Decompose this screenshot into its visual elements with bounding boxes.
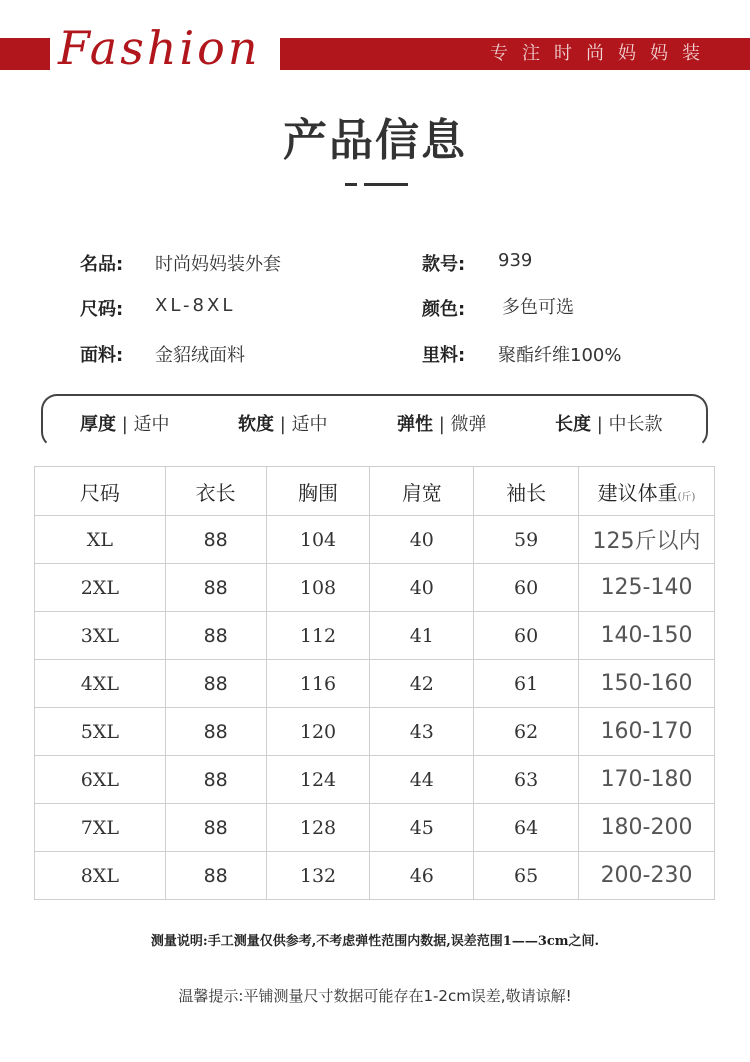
- header-banner: [0, 21, 750, 75]
- attr-softness-label: 软度: [238, 414, 274, 435]
- table-cell: 120: [266, 708, 370, 756]
- table-header-cell: [370, 467, 474, 516]
- table-cell: 124: [266, 756, 370, 804]
- table-cell: 104: [266, 516, 370, 564]
- table-header-label: 袖长: [506, 480, 547, 505]
- table-cell: 62: [474, 708, 579, 756]
- fabric-label: 面料:: [80, 345, 124, 366]
- attr-thickness: 厚度 | 适中: [80, 414, 170, 435]
- table-header-cell: [474, 467, 579, 516]
- lining-label: 里料:: [422, 345, 466, 366]
- table-row: [35, 612, 715, 660]
- attr-softness-value: 适中: [291, 414, 328, 435]
- table-cell: 140-150: [579, 612, 715, 660]
- banner-bar-left: [0, 38, 50, 70]
- table-cell: 64: [474, 804, 579, 852]
- attr-thickness-label: 厚度: [80, 414, 116, 435]
- attr-elasticity-label: 弹性: [397, 414, 433, 435]
- table-cell: XL: [35, 516, 166, 564]
- table-cell: 7XL: [35, 804, 166, 852]
- table-cell: 88: [165, 804, 266, 852]
- attr-elasticity: 弹性 | 微弹: [397, 414, 487, 435]
- table-cell: 2XL: [35, 564, 166, 612]
- table-header-label: 建议体重: [597, 480, 678, 505]
- table-cell: 61: [474, 660, 579, 708]
- table-cell: 40: [370, 564, 474, 612]
- table-cell: 65: [474, 852, 579, 900]
- attr-length-label: 长度: [555, 414, 591, 435]
- table-cell: 5XL: [35, 708, 166, 756]
- table-header-label: 肩宽: [401, 480, 442, 505]
- table-cell: 88: [165, 660, 266, 708]
- table-cell: 42: [370, 660, 474, 708]
- name-label: 名品:: [80, 254, 124, 275]
- title-divider-short: [345, 183, 357, 186]
- table-header-cell: [579, 467, 715, 516]
- attr-thickness-value: 适中: [133, 414, 170, 435]
- table-row: [35, 804, 715, 852]
- attr-length-value: 中长款: [608, 414, 663, 435]
- table-cell: 60: [474, 564, 579, 612]
- table-cell: 88: [165, 516, 266, 564]
- name-value: 时尚妈妈装外套: [155, 254, 281, 275]
- table-header-cell: [165, 467, 266, 516]
- table-row: [35, 660, 715, 708]
- measurement-note: 测量说明:手工测量仅供参考,不考虑弹性范围内数据,误差范围1——3cm之间.: [150, 934, 600, 949]
- table-cell: 125-140: [579, 564, 715, 612]
- banner-slogan: 专注时尚妈妈装: [490, 43, 714, 64]
- table-header-label: 胸围: [297, 480, 338, 505]
- table-row: [35, 516, 715, 564]
- weight-unit: (斤): [677, 491, 696, 503]
- table-cell: 132: [266, 852, 370, 900]
- reminder-note: 温馨提示:平铺测量尺寸数据可能存在1-2cm误差,敬请谅解!: [178, 987, 572, 1005]
- size-label: 尺码:: [80, 299, 124, 320]
- table-cell: 116: [266, 660, 370, 708]
- table-cell: 3XL: [35, 612, 166, 660]
- attr-elasticity-value: 微弹: [450, 414, 487, 435]
- table-row: [35, 708, 715, 756]
- table-cell: 44: [370, 756, 474, 804]
- table-cell: 8XL: [35, 852, 166, 900]
- table-header-label: 衣长: [195, 480, 236, 505]
- size-chart-table: [34, 466, 715, 900]
- table-cell: 150-160: [579, 660, 715, 708]
- table-cell: 88: [165, 708, 266, 756]
- attributes-frame-gap: [80, 440, 670, 452]
- table-cell: 41: [370, 612, 474, 660]
- table-cell: 200-230: [579, 852, 715, 900]
- table-cell: 4XL: [35, 660, 166, 708]
- table-cell: 128: [266, 804, 370, 852]
- table-header-row: [35, 467, 715, 516]
- table-row: [35, 852, 715, 900]
- table-cell: 63: [474, 756, 579, 804]
- table-cell: 125斤以内: [579, 516, 715, 564]
- table-cell: 180-200: [579, 804, 715, 852]
- size-value: XL-8XL: [155, 295, 236, 316]
- title-divider-long: [364, 183, 408, 186]
- fashion-logo: Fashion: [58, 21, 261, 75]
- table-cell: 59: [474, 516, 579, 564]
- table-cell: 43: [370, 708, 474, 756]
- table-cell: 40: [370, 516, 474, 564]
- table-cell: 88: [165, 564, 266, 612]
- table-header-label: 尺码: [79, 480, 120, 505]
- color-value: 多色可选: [502, 297, 574, 318]
- table-cell: 46: [370, 852, 474, 900]
- table-header-cell: [35, 467, 166, 516]
- table-cell: 108: [266, 564, 370, 612]
- page-title: 产品信息: [283, 115, 467, 166]
- table-cell: 60: [474, 612, 579, 660]
- style-value: 939: [498, 250, 533, 271]
- table-cell: 88: [165, 612, 266, 660]
- attr-length: 长度 | 中长款: [555, 414, 663, 435]
- table-row: [35, 756, 715, 804]
- color-label: 颜色:: [422, 299, 466, 320]
- table-cell: 45: [370, 804, 474, 852]
- table-header-cell: [266, 467, 370, 516]
- banner-bar-right: [280, 38, 750, 70]
- table-row: [35, 564, 715, 612]
- table-cell: 6XL: [35, 756, 166, 804]
- lining-value: 聚酯纤维100%: [498, 345, 622, 366]
- table-cell: 160-170: [579, 708, 715, 756]
- fabric-value: 金貂绒面料: [155, 345, 245, 366]
- table-cell: 88: [165, 756, 266, 804]
- table-cell: 170-180: [579, 756, 715, 804]
- table-cell: 88: [165, 852, 266, 900]
- attr-softness: 软度 | 适中: [238, 414, 328, 435]
- table-cell: 112: [266, 612, 370, 660]
- style-label: 款号:: [422, 254, 466, 275]
